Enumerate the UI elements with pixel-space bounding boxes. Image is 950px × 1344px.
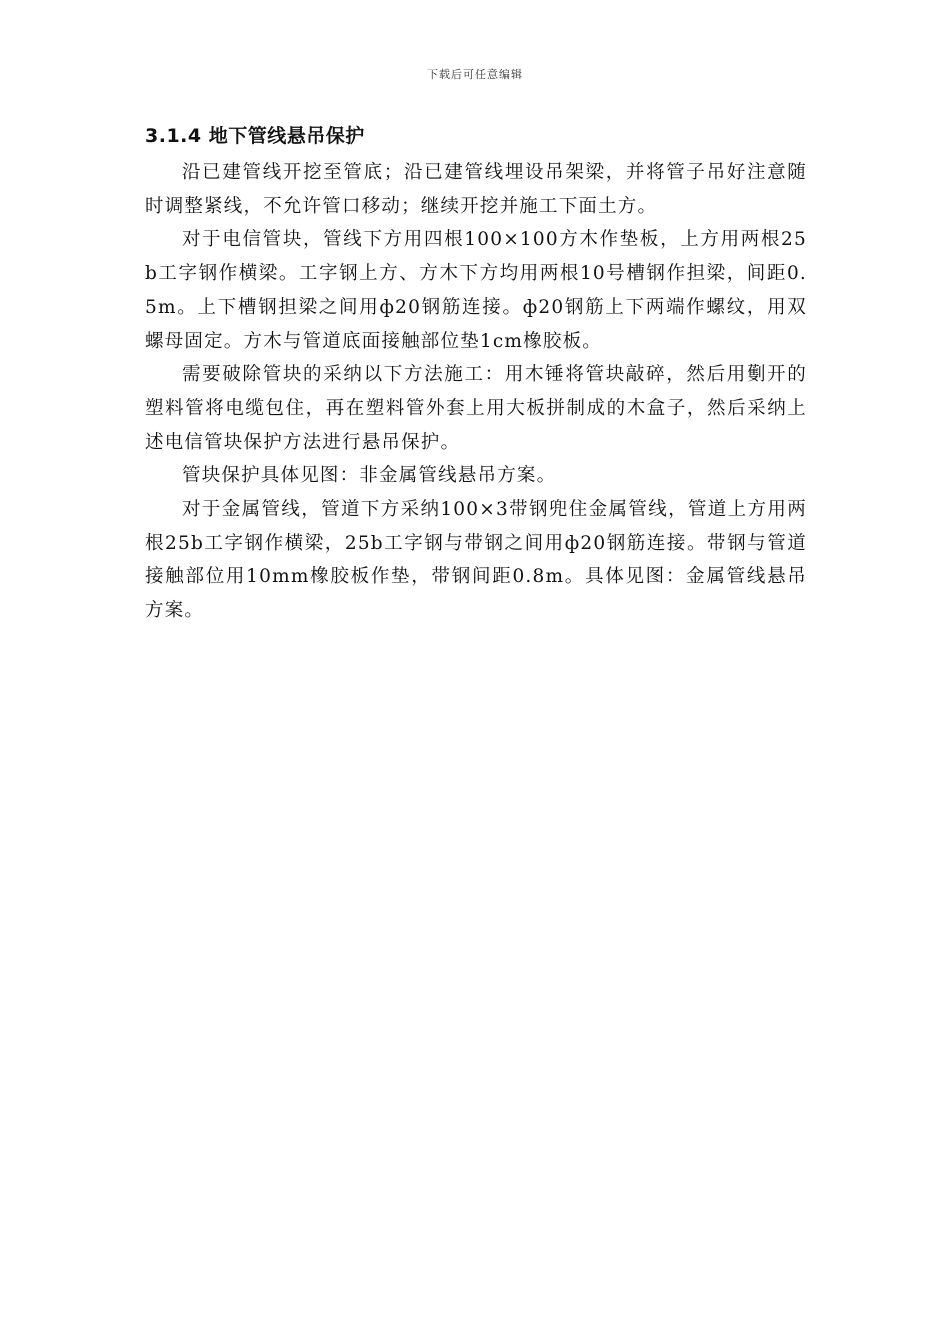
paragraph: 沿已建管线开挖至管底；沿已建管线埋设吊架梁，并将管子吊好注意随时调整紧线，不允许管口移动；继续开挖并施工下面土方。 <box>145 162 807 217</box>
paragraph: 对于金属管线，管道下方采纳100×3带钢兜住金属管线，管道上方用两根25b工字钢作横梁，25b工字钢与带钢之间用ф20钢筋连接。带钢与管道接触部位用10mm橡胶板作垫，带钢间距0.8m。具体见图：金属管线悬吊方案。 <box>145 499 807 622</box>
paragraph: 需要破除管块的采纳以下方法施工：用木锤将管块敲碎，然后用劐开的塑料管将电缆包住，再在塑料管外套上用大板拼制成的木盒子，然后采纳上述电信管块保护方法进行悬吊保护。 <box>145 364 807 453</box>
paragraph: 管块保护具体见图：非金属管线悬吊方案。 <box>182 465 557 487</box>
section-heading: 3.1.4 地下管线悬吊保护 <box>145 125 365 147</box>
paragraph: 对于电信管块，管线下方用四根100×100方木作垫板，上方用两根25b工字钢作横梁。工字钢上方、方木下方均用两根10号槽钢作担梁，间距0.5m。上下槽钢担梁之间用ф20钢筋连接。ф20钢筋上下两端作螺纹，用双螺母固定。方木与管道底面接触部位垫1cm橡胶板。 <box>145 229 807 352</box>
document-body <box>145 122 807 628</box>
page-header-note: 下载后可任意编辑 <box>427 68 523 81</box>
